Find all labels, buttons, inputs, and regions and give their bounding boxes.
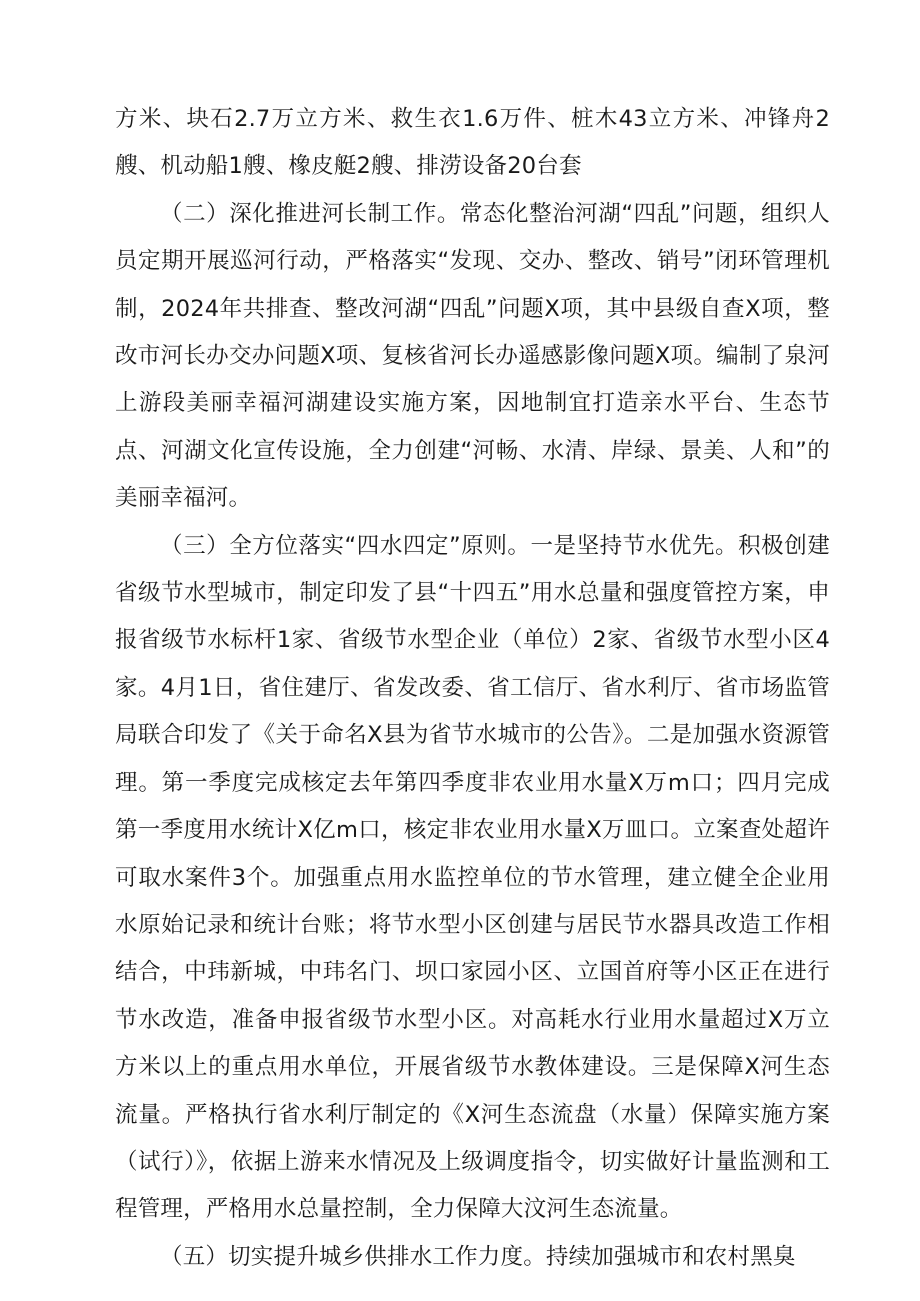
paragraph-1: 方米、块石2.7万立方米、救生衣1.6万件、桩木43立方米、冲锋舟2艘、机动船1艘、橡皮艇2艘、排涝设备20台套 (115, 106, 830, 180)
paragraph-4: （五）切实提升城乡供排水工作力度。持续加强城市和农村黑臭 (160, 1243, 796, 1270)
paragraph-2: （二）深化推进河长制工作。常态化整治河湖“四乱”问题，组织人员定期开展巡河行动，严格落实“发现、交办、整改、销号”闭环管理机制，2024年共排查、整改河湖“四乱”问题X项，其中县级自查X项，整改市河长办交办问题X项、复核省河长办遥感影像问题X项。编制了泉河上游段美丽幸福河湖建设实施方案，因地制宜打造亲水平台、生态节点、河湖文化宣传设施，全力创建“河畅、水清、岸绿、景美、人和”的美丽幸福河。 (115, 200, 830, 512)
paragraph-3: （三）全方位落实“四水四定”原则。一是坚持节水优先。积极创建省级节水型城市，制定印发了县“十四五”用水总量和强度管控方案，申报省级节水标杆1家、省级节水型企业（单位）2家、省级节水型小区4家。4月1日，省住建厅、省发改委、省工信厅、省水利厅、省市场监管局联合印发了《关于命名X县为省节水城市的公告》。二是加强水资源管理。第一季度完成核定去年第四季度非农业用水量X万m口；四月完成第一季度用水统计X亿m口，核定非农业用水量X万皿口。立案查处超许可取水案件3个。加强重点用水监控单位的节水管理，建立健全企业用水原始记录和统计台账；将节水型小区创建与居民节水器具改造工作相结合，中玮新城，中玮名门、坝口家园小区、立国首府等小区正在进行节水改造，准备申报省级节水型小区。对高耗水行业用水量超过X万立方米以上的重点用水单位，开展省级节水教体建设。三是保障X河生态流量。严格执行省水利厅制定的《X河生态流盘（水量）保障实施方案（试行）》，依据上游来水情况及上级调度指令，切实做好计量监测和工程管理，严格用水总量控制，全力保障大汶河生态流量。 (115, 532, 830, 1223)
